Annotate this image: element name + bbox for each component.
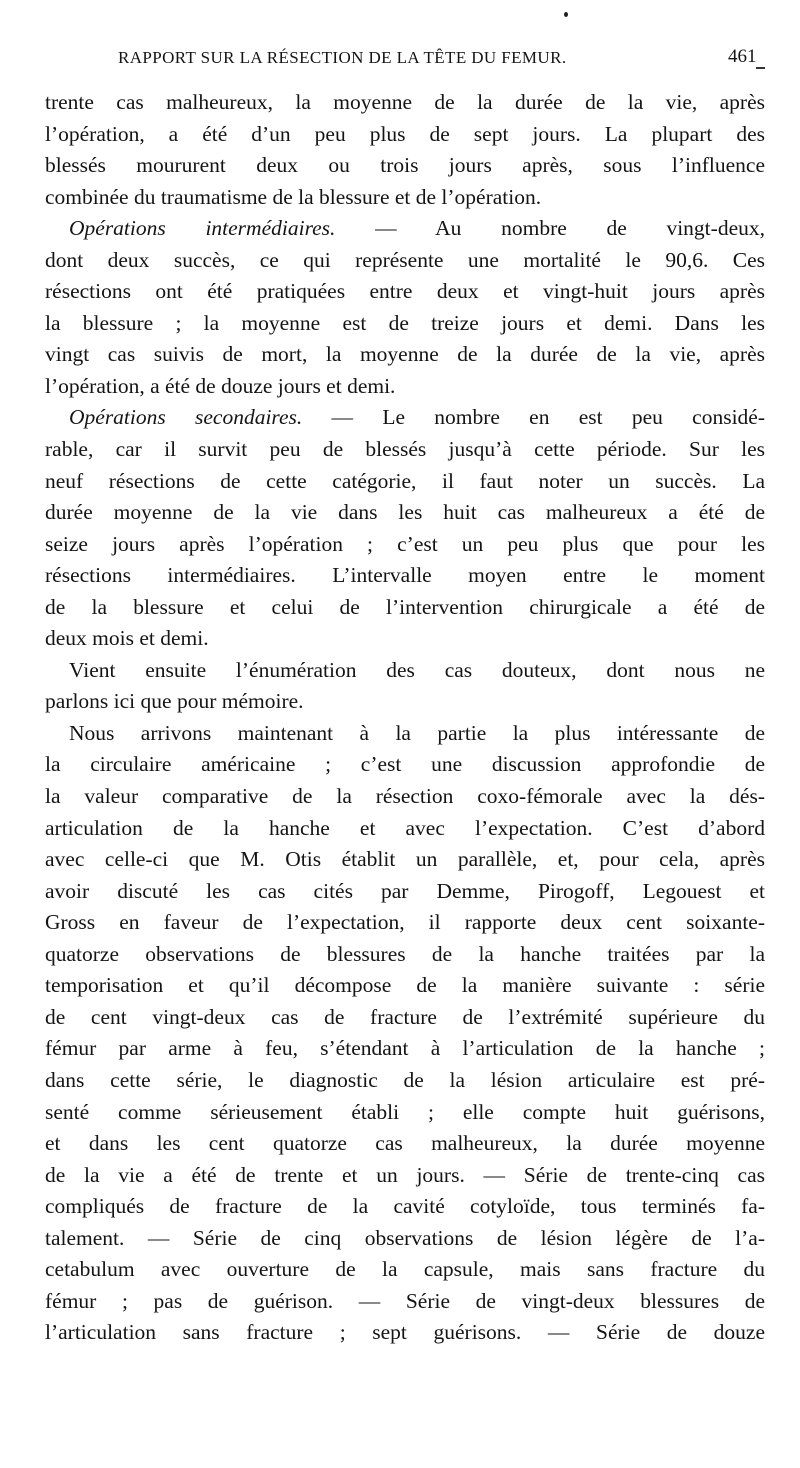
text-line: temporisation et qu’il décompose de la manière suivante : série (45, 973, 765, 998)
text-line: avoir discuté les cas cités par Demme, Pirogoff, Legouest et (45, 878, 765, 903)
text-line: résections intermédiaires. L’intervalle moyen entre le moment (45, 563, 765, 588)
page-number: 461 (728, 46, 757, 67)
text-line: dont deux succès, ce qui représente une mortalité le 90,6. Ces (45, 247, 765, 272)
text-line: Gross en faveur de l’expectation, il rapporte deux cent soixante- (45, 910, 765, 935)
text-line: deux mois et demi. (45, 626, 209, 651)
ink-speck (564, 12, 568, 17)
text-line: neuf résections de cette catégorie, il faut noter un succès. La (45, 468, 765, 493)
section-heading-line: Opérations intermédiaires. — Au nombre de vingt-deux, (69, 216, 765, 241)
text-line: et dans les cent quatorze cas malheureux, la durée moyenne (45, 1131, 765, 1156)
text-line: Vient ensuite l’énumération des cas douteux, dont nous ne (69, 657, 765, 682)
text-line: durée moyenne de la vie dans les huit cas malheureux a été de (45, 500, 765, 525)
corner-mark (756, 67, 765, 69)
text-line: talement. — Série de cinq observations de lésion légère de l’a- (45, 1225, 765, 1250)
text-line: rable, car il survit peu de blessés jusqu’à cette période. Sur les (45, 437, 765, 462)
text-line: avec celle-ci que M. Otis établit un parallèle, et, pour cela, après (45, 847, 765, 872)
text-line: la blessure ; la moyenne est de treize jours et demi. Dans les (45, 310, 765, 335)
text-line: de la blessure et celui de l’intervention chirurgicale a été de (45, 594, 765, 619)
running-title: RAPPORT SUR LA RÉSECTION DE LA TÊTE DU FEMUR. (118, 48, 567, 67)
text-line: de cent vingt-deux cas de fracture de l’extrémité supérieure du (45, 1004, 765, 1029)
running-head (0, 44, 800, 74)
text-line: l’opération, a été de douze jours et demi. (45, 373, 396, 398)
text-line: compliqués de fracture de la cavité cotyloïde, tous terminés fa- (45, 1194, 765, 1219)
text-line: seize jours après l’opération ; c’est un peu plus que pour les (45, 531, 765, 556)
text-line: parlons ici que pour mémoire. (45, 689, 304, 714)
text-line: résections ont été pratiquées entre deux et vingt-huit jours après (45, 279, 765, 304)
text-line: dans cette série, le diagnostic de la lésion articulaire est pré- (45, 1067, 765, 1092)
text-line: l’articulation sans fracture ; sept guérisons. — Série de douze (45, 1320, 765, 1345)
text-line: combinée du traumatisme de la blessure et de l’opération. (45, 184, 542, 209)
text-line: articulation de la hanche et avec l’expectation. C’est d’abord (45, 815, 765, 840)
text-line: quatorze observations de blessures de la hanche traitées par la (45, 941, 765, 966)
text-line: senté comme sérieusement établi ; elle compte huit guérisons, (45, 1099, 765, 1124)
section-heading: Opérations intermédiaires. (69, 216, 336, 241)
text-line: cetabulum avec ouverture de la capsule, mais sans fracture du (45, 1257, 765, 1282)
text-line: l’opération, a été d’un peu plus de sept jours. La plupart des (45, 121, 765, 146)
text-line: fémur ; pas de guérison. — Série de vingt-deux blessures de (45, 1288, 765, 1313)
section-heading-line: Opérations secondaires. — Le nombre en est peu considé- (69, 405, 766, 430)
text-line: Nous arrivons maintenant à la partie la plus intéressante de (69, 720, 765, 745)
text-line: la valeur comparative de la résection coxo-fémorale avec la dés- (45, 784, 765, 809)
section-heading: Opérations secondaires. (69, 405, 303, 430)
body-text (45, 87, 765, 1349)
text-line: de la vie a été de trente et un jours. — Série de trente-cinq cas (45, 1162, 765, 1187)
text-line: fémur par arme à feu, s’étendant à l’articulation de la hanche ; (45, 1036, 765, 1061)
text-line: vingt cas suivis de mort, la moyenne de la durée de la vie, après (45, 342, 765, 367)
text-line: blessés moururent deux ou trois jours après, sous l’influence (45, 153, 765, 178)
text-line: trente cas malheureux, la moyenne de la durée de la vie, après (45, 90, 765, 114)
text-line: la circulaire américaine ; c’est une discussion approfondie de (45, 752, 765, 777)
